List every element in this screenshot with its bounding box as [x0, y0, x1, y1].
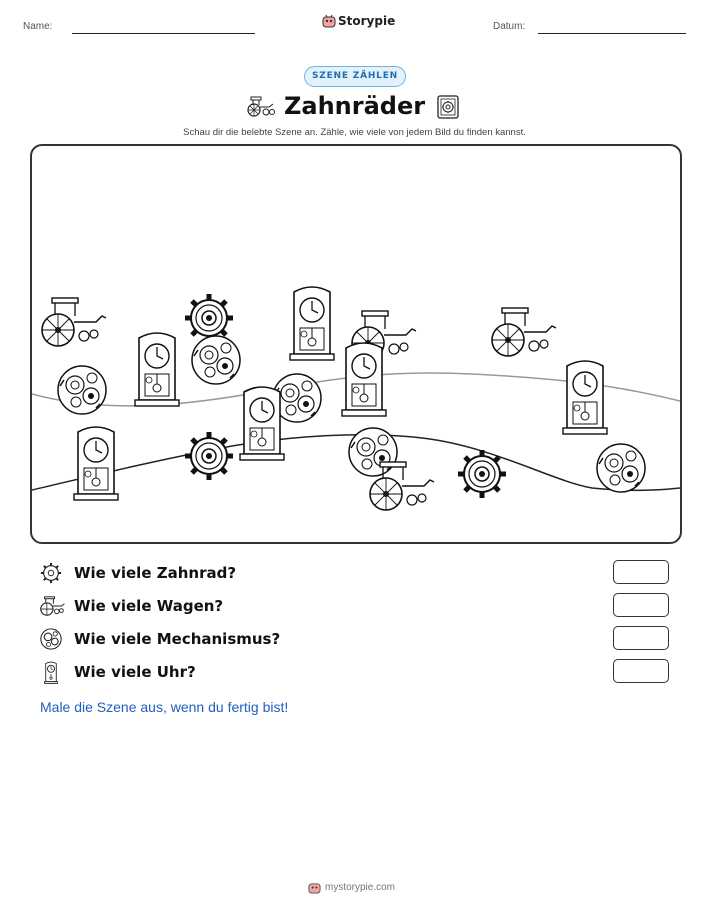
scene-mechanism: [192, 336, 240, 384]
answer-box[interactable]: [613, 626, 669, 650]
mascot-icon: [308, 881, 321, 894]
scene-mechanism: [597, 444, 645, 492]
gear-icon: [40, 562, 62, 584]
question-text: Wie viele Mechanismus?: [74, 630, 281, 648]
scene-gear: [185, 432, 233, 480]
date-field[interactable]: [538, 33, 686, 34]
mascot-icon: [322, 14, 336, 28]
name-field[interactable]: [72, 33, 255, 34]
footer: [300, 880, 420, 896]
question-row-mechanism: [40, 626, 680, 652]
question-row-clock: [40, 659, 680, 685]
wagon-icon: [245, 95, 277, 119]
wagon-icon: [40, 595, 66, 617]
scene-mechanism: [349, 428, 397, 476]
brand-name: Storypie: [338, 14, 396, 28]
scene-gear: [458, 450, 506, 498]
answer-box[interactable]: [613, 560, 669, 584]
question-text: Wie viele Wagen?: [74, 597, 224, 615]
scene-mechanism: [58, 366, 106, 414]
instructions: Schau dir die belebte Szene an. Zähle, wie viele von jedem Bild du finden kannst.: [183, 127, 526, 138]
scene-clock: [135, 333, 179, 406]
question-text: Wie viele Zahnrad?: [74, 564, 237, 582]
clock-icon: [42, 660, 60, 684]
clock-icon: [436, 94, 460, 120]
question-row-gear: [40, 560, 680, 586]
question-text: Wie viele Uhr?: [74, 663, 196, 681]
footer-url[interactable]: mystorypie.com: [325, 882, 396, 893]
scene-wagon: [492, 308, 556, 356]
brand-logo: [322, 13, 396, 31]
coloring-prompt: Male die Szene aus, wenn du fertig bist!: [40, 699, 289, 715]
date-label: Datum:: [493, 21, 526, 32]
answer-box[interactable]: [613, 593, 669, 617]
scene-clock: [290, 287, 334, 360]
scene-gear: [185, 294, 233, 342]
scene-illustration: [32, 146, 680, 542]
category-badge: SZENE ZÄHLEN: [304, 66, 406, 87]
counting-scene: [30, 144, 682, 544]
scene-wagon: [42, 298, 106, 346]
name-label: Name:: [23, 21, 53, 32]
mechanism-icon: [40, 628, 62, 650]
scene-clock: [240, 387, 284, 460]
scene-clock: [74, 427, 118, 500]
answer-box[interactable]: [613, 659, 669, 683]
scene-clock: [563, 361, 607, 434]
question-row-wagon: [40, 593, 680, 619]
scene-clock: [342, 343, 386, 416]
page-title: Zahnräder: [284, 92, 426, 120]
